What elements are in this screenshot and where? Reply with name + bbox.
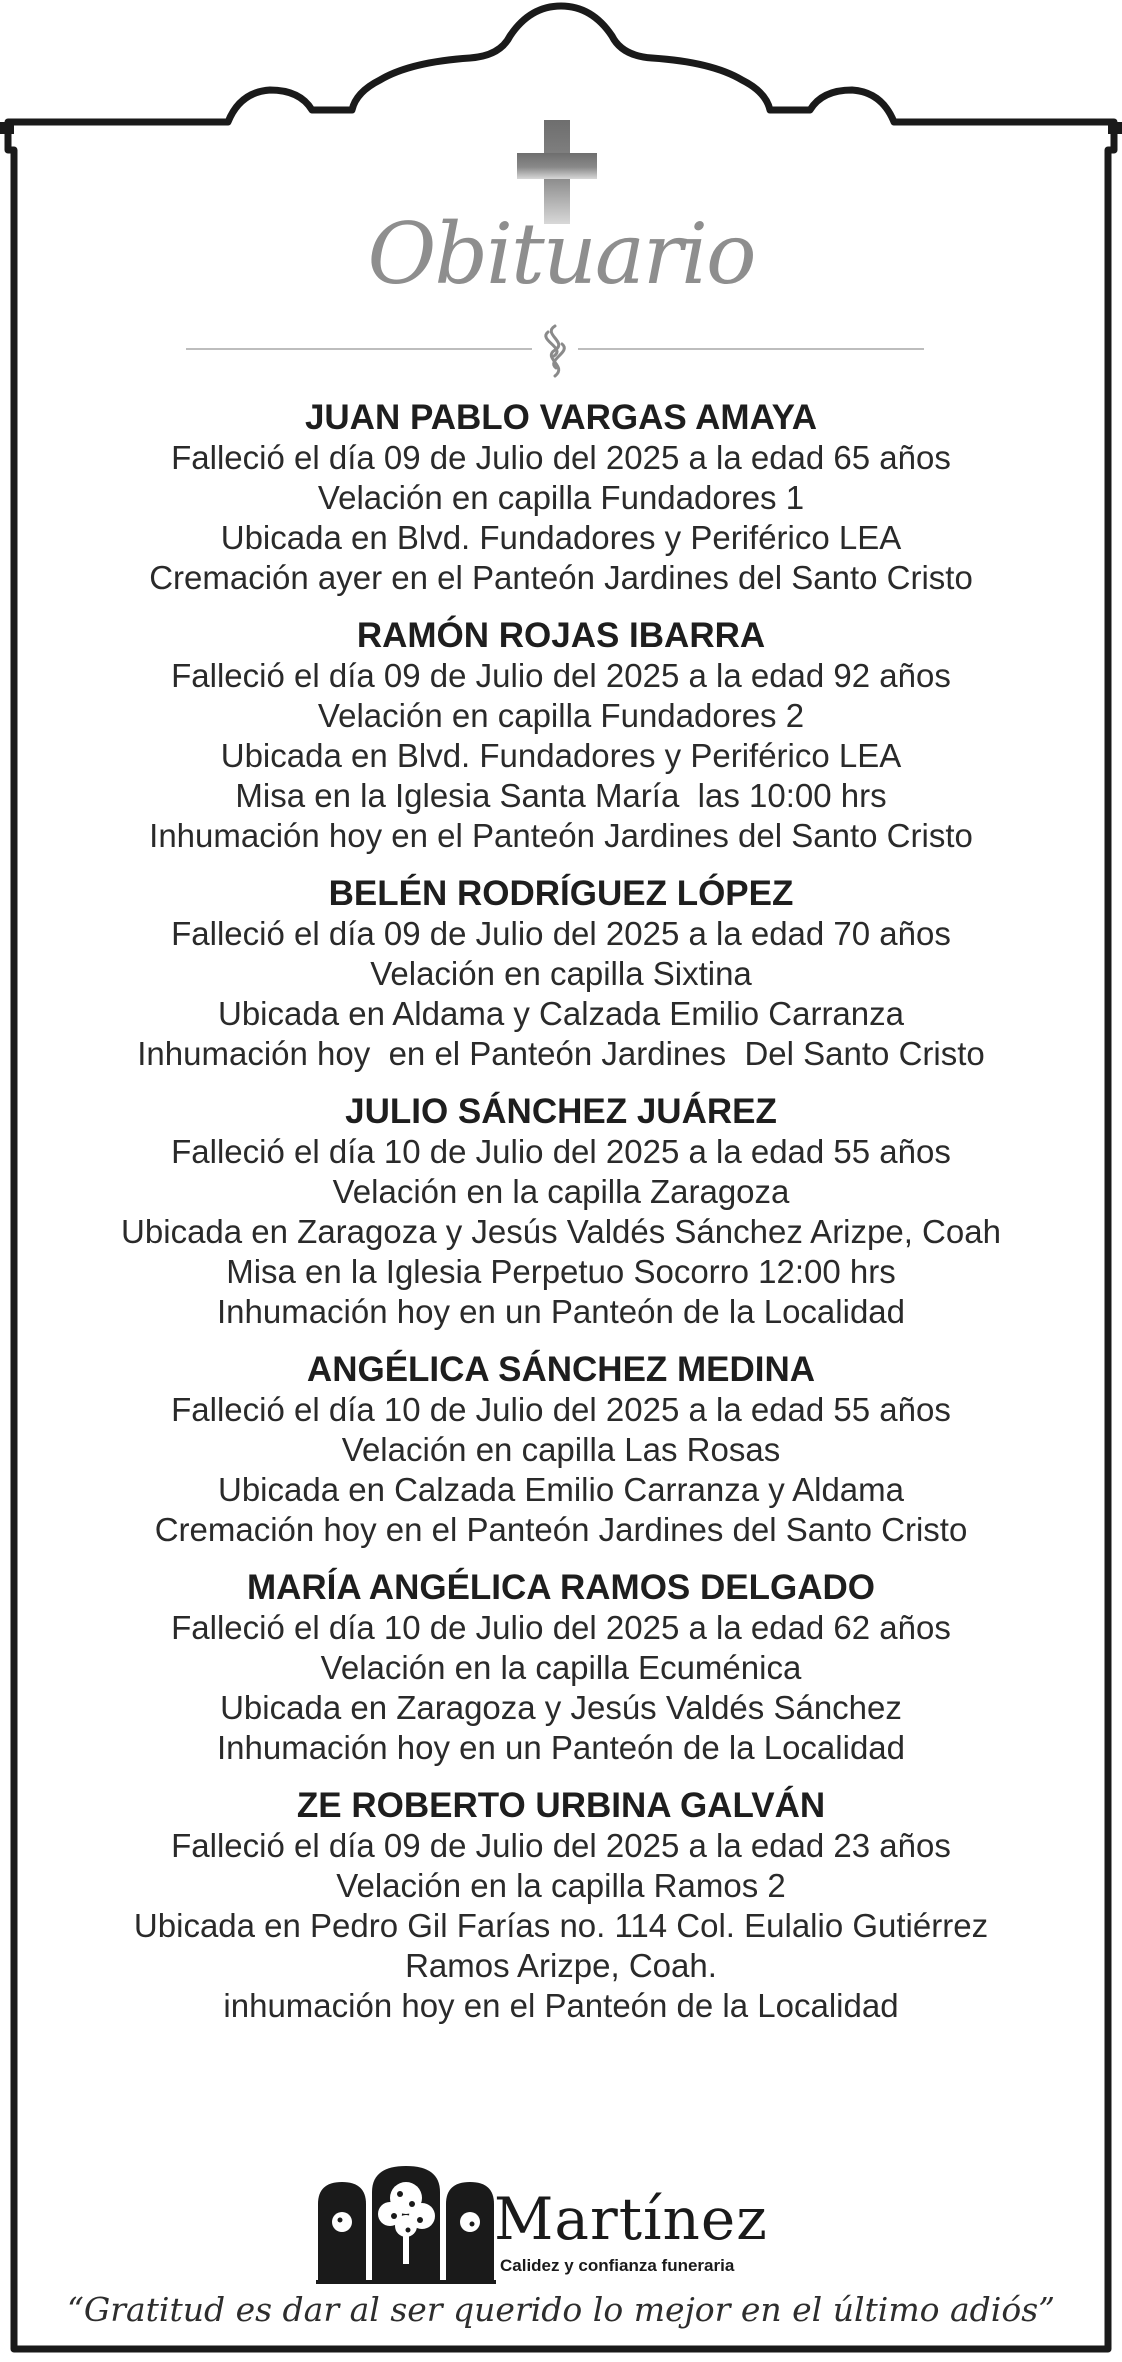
obituary-detail-line: Velación en capilla Fundadores 1 xyxy=(317,479,805,516)
obituary-detail-line: Cremación hoy en el Panteón Jardines del Santo Cristo xyxy=(154,1511,968,1548)
obituary-detail-line: Ubicada en Zaragoza y Jesús Valdés Sánchez Arizpe, Coah xyxy=(121,1213,1001,1250)
obituary-detail-line: inhumación hoy en el Panteón de la Localidad xyxy=(223,1987,899,2024)
obituary-entry xyxy=(40,1092,1082,1332)
obituary-detail-line: Misa en la Iglesia Santa María las 10:00 hrs xyxy=(235,777,887,814)
chapel-trees-logo-icon xyxy=(316,2164,496,2284)
brand-name: Martínez xyxy=(494,2185,768,2253)
deceased-name: ANGÉLICA SÁNCHEZ MEDINA xyxy=(306,1350,816,1389)
obituary-detail-line: Velación en capilla Las Rosas xyxy=(341,1431,781,1468)
obituary-detail-line: Inhumación hoy en el Panteón Jardines del Santo Cristo xyxy=(149,817,973,854)
deceased-name: ZE ROBERTO URBINA GALVÁN xyxy=(296,1786,826,1825)
obituary-entry xyxy=(40,1350,1082,1550)
obituary-detail-line: Velación en la capilla Ramos 2 xyxy=(336,1867,786,1904)
page-title: Obituario xyxy=(367,205,755,303)
deceased-name: JULIO SÁNCHEZ JUÁREZ xyxy=(345,1092,777,1131)
title-divider xyxy=(186,322,924,382)
obituary-detail-line: Ubicada en Pedro Gil Farías no. 114 Col. Eulalio Gutiérrez xyxy=(133,1907,989,1944)
obituary-detail-line: Inhumación hoy en un Panteón de la Localidad xyxy=(216,1729,906,1766)
obituary-detail-line: Ramos Arizpe, Coah. xyxy=(405,1947,717,1984)
obituary-detail-line: Falleció el día 09 de Julio del 2025 a la edad 92 años xyxy=(171,657,951,694)
obituary-detail-line: Cremación ayer en el Panteón Jardines del Santo Cristo xyxy=(149,559,973,596)
ornament-icon xyxy=(546,326,565,376)
obituary-entry xyxy=(40,1568,1082,1768)
obituary-detail-line: Velación en capilla Sixtina xyxy=(370,955,752,992)
obituary-detail-line: Ubicada en Calzada Emilio Carranza y Aldama xyxy=(217,1471,904,1508)
obituary-detail-line: Inhumación hoy en el Panteón Jardines Del Santo Cristo xyxy=(137,1035,985,1072)
deceased-name: JUAN PABLO VARGAS AMAYA xyxy=(304,398,818,437)
obituary-detail-line: Falleció el día 09 de Julio del 2025 a la edad 65 años xyxy=(171,439,951,476)
obituary-detail-line: Velación en la capilla Zaragoza xyxy=(332,1173,790,1210)
obituary-entry xyxy=(40,874,1082,1074)
obituary-detail-line: Ubicada en Zaragoza y Jesús Valdés Sánchez xyxy=(220,1689,902,1726)
obituary-detail-line: Ubicada en Blvd. Fundadores y Periférico LEA xyxy=(220,737,902,774)
obituary-entry xyxy=(40,398,1082,598)
obituary-list xyxy=(40,398,1082,2044)
obituary-detail-line: Inhumación hoy en un Panteón de la Localidad xyxy=(216,1293,906,1330)
obituary-detail-line: Falleció el día 10 de Julio del 2025 a la edad 55 años xyxy=(171,1391,951,1428)
obituary-entry xyxy=(40,616,1082,856)
deceased-name: BELÉN RODRÍGUEZ LÓPEZ xyxy=(328,874,794,913)
funeral-home-brand xyxy=(316,2164,796,2284)
obituary-detail-line: Ubicada en Aldama y Calzada Emilio Carranza xyxy=(217,995,904,1032)
obituary-detail-line: Misa en la Iglesia Perpetuo Socorro 12:00 hrs xyxy=(226,1253,896,1290)
obituary-entry xyxy=(40,1786,1082,2026)
obituary-detail-line: Ubicada en Blvd. Fundadores y Periférico LEA xyxy=(220,519,902,556)
brand-tagline: Calidez y confianza funeraria xyxy=(500,2256,735,2275)
obituary-detail-line: Velación en la capilla Ecuménica xyxy=(320,1649,802,1686)
obituary-detail-line: Velación en capilla Fundadores 2 xyxy=(317,697,805,734)
footer-quote: “Gratitud es dar al ser querido lo mejor en el último adiós” xyxy=(66,2290,1056,2329)
deceased-name: RAMÓN ROJAS IBARRA xyxy=(356,616,766,655)
obituary-detail-line: Falleció el día 10 de Julio del 2025 a la edad 62 años xyxy=(171,1609,951,1646)
obituary-detail-line: Falleció el día 10 de Julio del 2025 a la edad 55 años xyxy=(171,1133,951,1170)
obituary-detail-line: Falleció el día 09 de Julio del 2025 a la edad 70 años xyxy=(171,915,951,952)
deceased-name: MARÍA ANGÉLICA RAMOS DELGADO xyxy=(246,1568,876,1607)
obituary-detail-line: Falleció el día 09 de Julio del 2025 a la edad 23 años xyxy=(171,1827,951,1864)
